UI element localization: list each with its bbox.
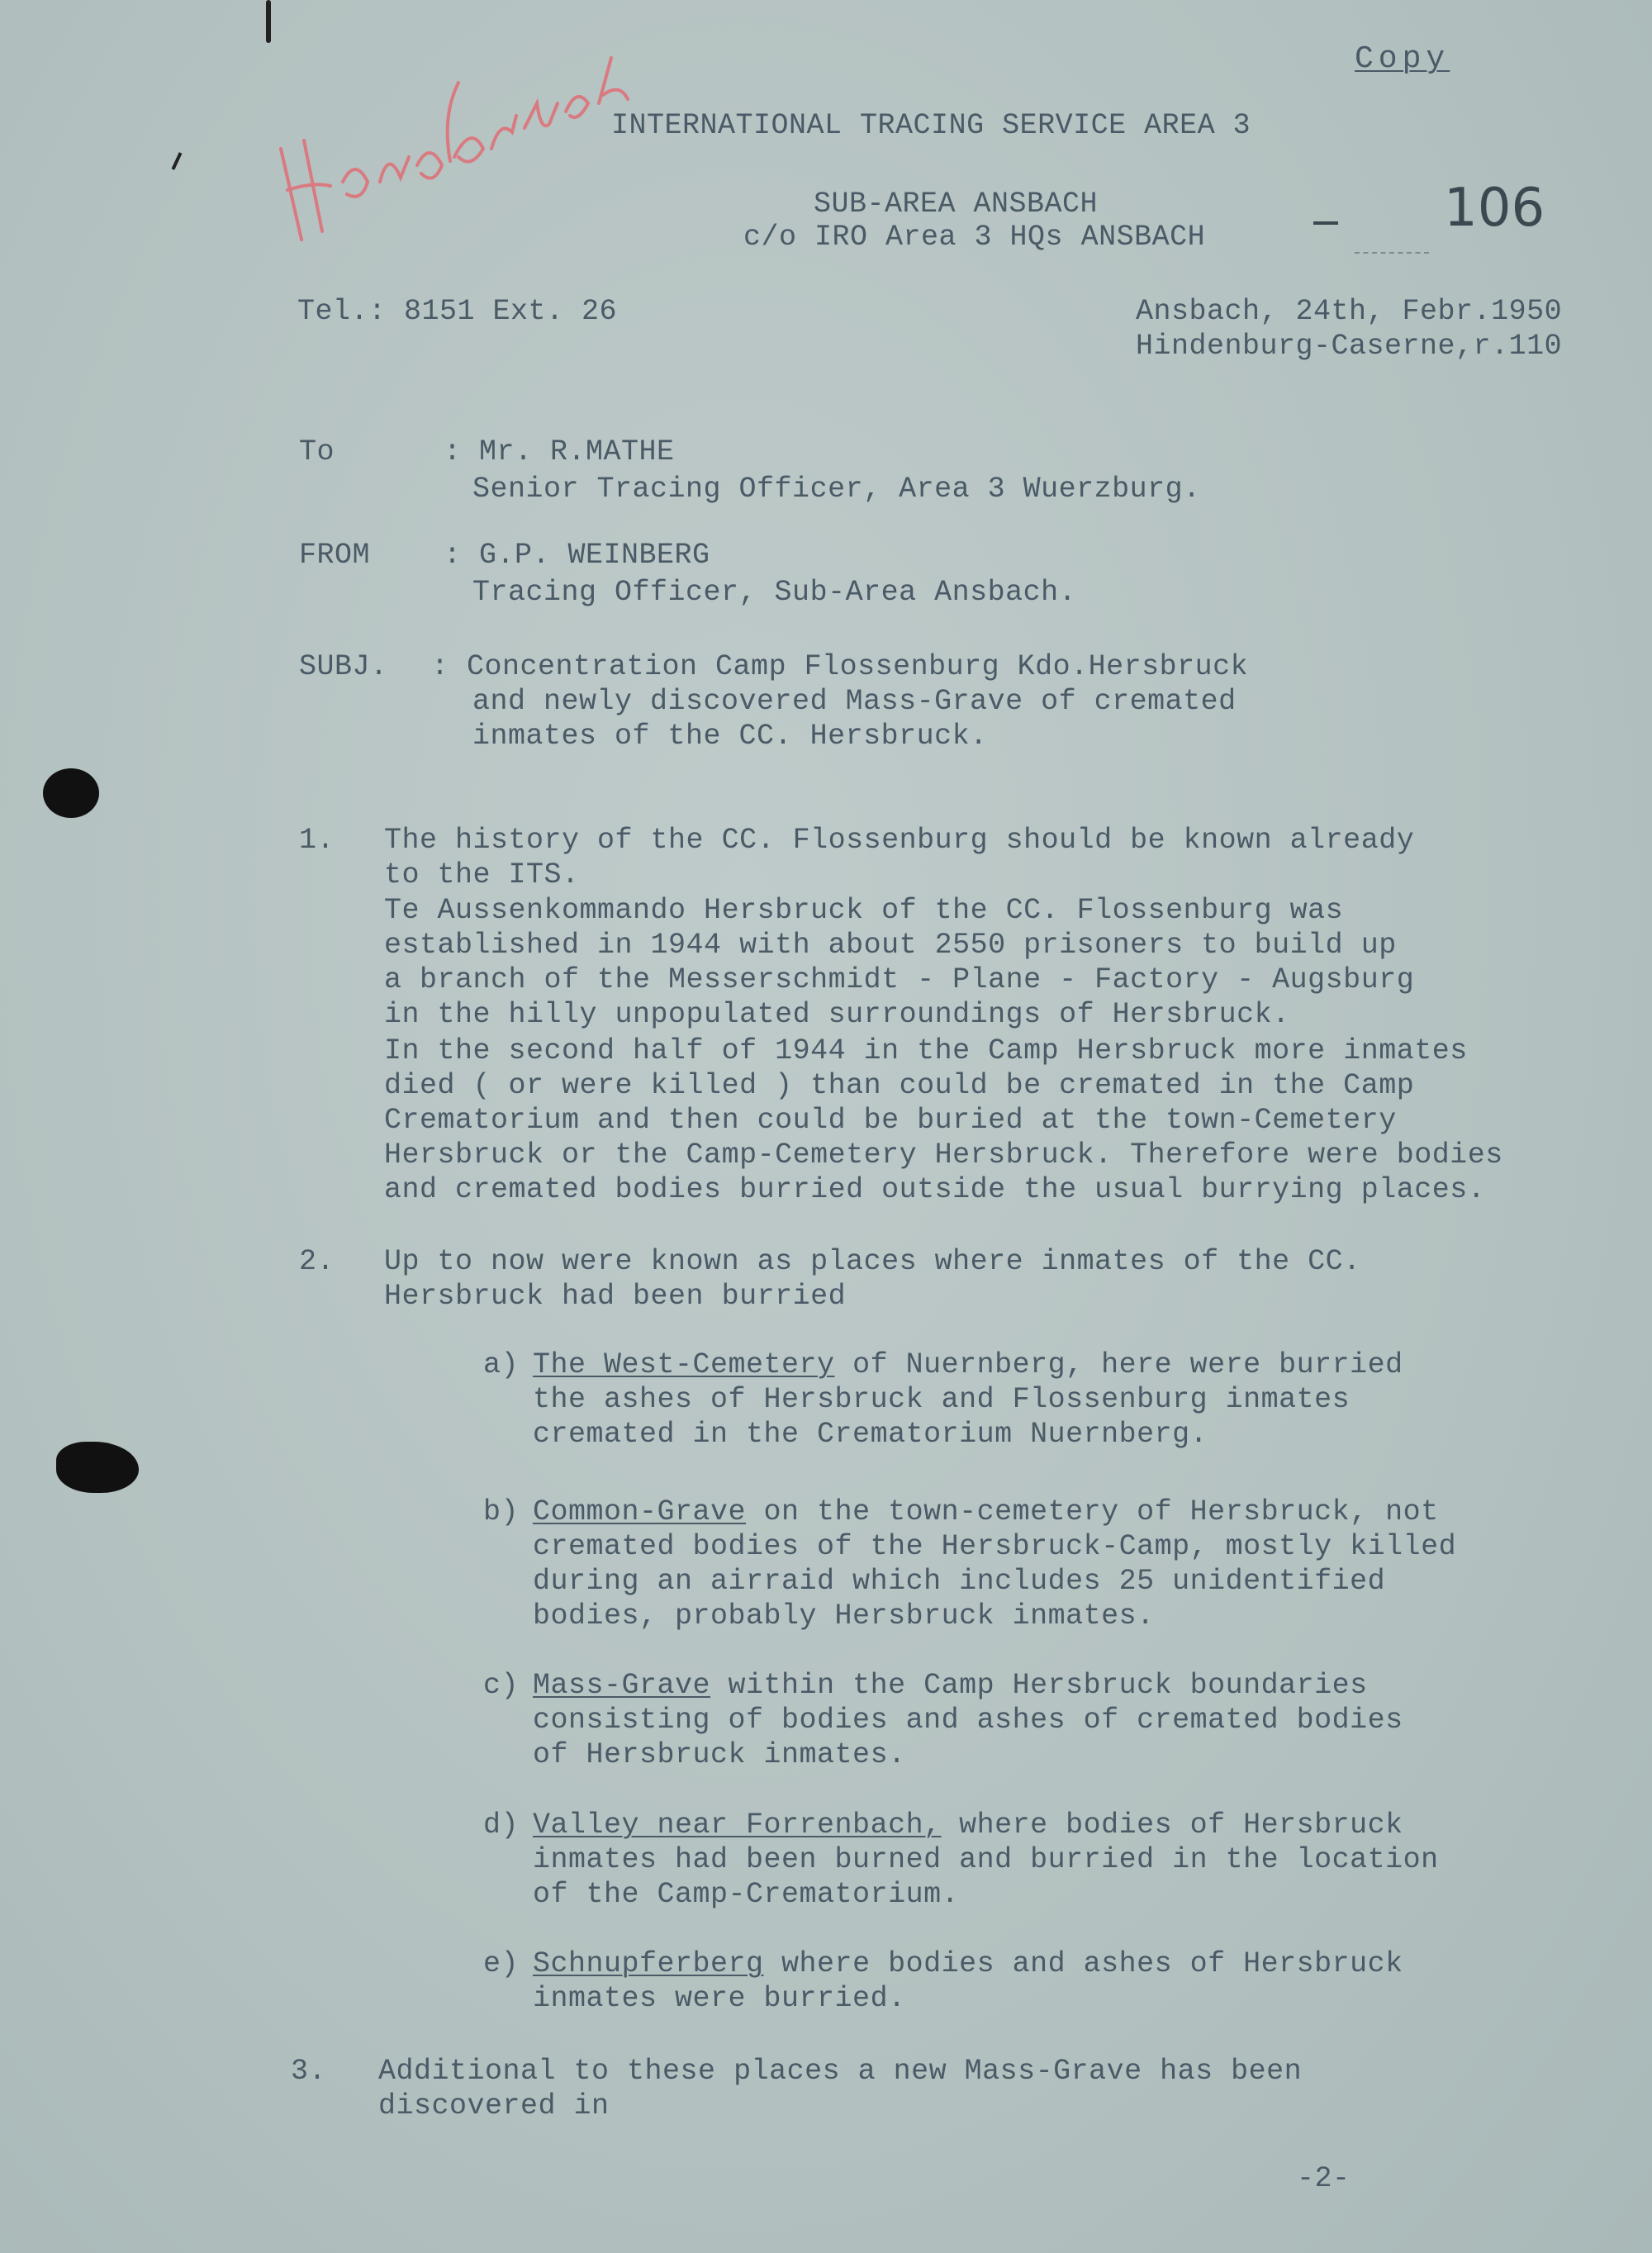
list-item-line: consisting of bodies and ashes of cremated bodies bbox=[533, 1704, 1403, 1737]
to-title: Senior Tracing Officer, Area 3 Wuerzburg. bbox=[472, 473, 1201, 506]
list-item-line: inmates were burried. bbox=[533, 1982, 906, 2015]
list-item-rest: where bodies and ashes of Hersbruck bbox=[763, 1947, 1403, 1980]
paragraph-line: In the second half of 1944 in the Camp Hersbruck more inmates bbox=[384, 1034, 1468, 1067]
subj-line: : Concentration Camp Flossenburg Kdo.Hersbruck bbox=[431, 650, 1249, 683]
copy-stamp: Copy bbox=[1355, 41, 1450, 77]
list-item-title: Common-Grave bbox=[533, 1495, 747, 1528]
list-item-rest: on the town-cemetery of Hersbruck, not bbox=[746, 1495, 1439, 1528]
archive-number: 106 bbox=[1444, 178, 1545, 239]
list-item-line: cremated in the Crematorium Nuernberg. bbox=[533, 1418, 1208, 1451]
list-item-first-line bbox=[533, 1347, 1403, 1383]
paragraph-line: Te Aussenkommando Hersbruck of the CC. Flossenburg was bbox=[384, 894, 1344, 927]
paragraph-line: and cremated bodies burried outside the usual burrying places. bbox=[384, 1173, 1486, 1206]
ink-mark-icon bbox=[172, 152, 183, 170]
paragraph-number: 2. bbox=[299, 1245, 335, 1278]
list-item-label: a) bbox=[483, 1348, 520, 1381]
paragraph-line: The history of the CC. Flossenburg should be known already bbox=[384, 824, 1415, 857]
letter-location: Hindenburg-Caserne,r.110 bbox=[1136, 330, 1563, 363]
list-item-line: of Hersbruck inmates. bbox=[533, 1738, 906, 1771]
paragraph-line: Hersbruck had been burried bbox=[384, 1280, 847, 1313]
paragraph-line: to the ITS. bbox=[384, 858, 580, 891]
from-title: Tracing Officer, Sub-Area Ansbach. bbox=[472, 576, 1077, 609]
from-name: : G.P. WEINBERG bbox=[444, 539, 710, 572]
telephone: Tel.: 8151 Ext. 26 bbox=[297, 295, 618, 328]
paragraph-line: a branch of the Messerschmidt - Plane - Factory - Augsburg bbox=[384, 963, 1415, 996]
list-item-line: bodies, probably Hersbruck inmates. bbox=[533, 1599, 1155, 1633]
list-item-label: e) bbox=[483, 1947, 520, 1980]
org-title: INTERNATIONAL TRACING SERVICE AREA 3 bbox=[611, 109, 1251, 142]
list-item-label: b) bbox=[483, 1495, 520, 1528]
archive-dash bbox=[1313, 221, 1338, 225]
list-item-line: of the Camp-Crematorium. bbox=[533, 1878, 960, 1911]
archive-dash bbox=[1355, 252, 1429, 254]
paragraph-line: Hersbruck or the Camp-Cemetery Hersbruck. Therefore were bodies bbox=[384, 1138, 1503, 1172]
list-item-line: during an airraid which includes 25 unidentified bbox=[533, 1565, 1386, 1598]
paragraph-line: died ( or were killed ) than could be cremated in the Camp bbox=[384, 1069, 1415, 1102]
list-item-rest: of Nuernberg, here were burried bbox=[834, 1348, 1403, 1381]
paragraph-line: established in 1944 with about 2550 prisoners to build up bbox=[384, 929, 1397, 962]
next-page-marker: -2- bbox=[1297, 2162, 1351, 2195]
list-item-line: cremated bodies of the Hersbruck-Camp, mostly killed bbox=[533, 1530, 1457, 1563]
to-label: To bbox=[299, 435, 335, 468]
from-label: FROM bbox=[299, 539, 371, 572]
list-item-title: Valley near Forrenbach, bbox=[533, 1809, 942, 1842]
list-item-first-line bbox=[533, 1494, 1439, 1530]
sub-area-title: SUB-AREA ANSBACH bbox=[814, 188, 1099, 221]
punch-hole-icon bbox=[56, 1442, 139, 1493]
paragraph-number: 1. bbox=[299, 824, 335, 857]
list-item-first-line bbox=[533, 1667, 1368, 1704]
paragraph-line: Additional to these places a new Mass-Grave has been bbox=[378, 2055, 1303, 2088]
list-item-first-line bbox=[533, 1946, 1403, 1982]
paragraph-line: in the hilly unpopulated surroundings of Hersbruck. bbox=[384, 998, 1290, 1031]
list-item-line: inmates had been burned and burried in the location bbox=[533, 1843, 1439, 1876]
list-item-title: The West-Cemetery bbox=[533, 1348, 835, 1381]
subj-line: and newly discovered Mass-Grave of cremated bbox=[472, 685, 1237, 718]
punch-hole-icon bbox=[43, 768, 99, 818]
list-item-title: Schnupferberg bbox=[533, 1947, 764, 1980]
list-item-title: Mass-Grave bbox=[533, 1669, 711, 1702]
list-item-label: c) bbox=[483, 1669, 520, 1702]
paragraph-line: discovered in bbox=[378, 2089, 610, 2122]
list-item-first-line bbox=[533, 1807, 1403, 1843]
letter-date: Ansbach, 24th, Febr.1950 bbox=[1136, 295, 1563, 328]
list-item-rest: where bodies of Hersbruck bbox=[941, 1809, 1403, 1842]
sub-area-address: c/o IRO Area 3 HQs ANSBACH bbox=[743, 221, 1206, 254]
subj-label: SUBJ. bbox=[299, 650, 388, 683]
paragraph-number: 3. bbox=[291, 2055, 327, 2088]
paragraph-line: Up to now were known as places where inmates of the CC. bbox=[384, 1245, 1361, 1278]
list-item-rest: within the Camp Hersbruck boundaries bbox=[710, 1669, 1368, 1702]
subj-line: inmates of the CC. Hersbruck. bbox=[472, 720, 988, 753]
to-name: : Mr. R.MATHE bbox=[444, 435, 675, 468]
list-item-line: the ashes of Hersbruck and Flossenburg inmates bbox=[533, 1383, 1351, 1416]
paragraph-line: Crematorium and then could be buried at the town-Cemetery bbox=[384, 1104, 1397, 1137]
list-item-label: d) bbox=[483, 1809, 520, 1842]
